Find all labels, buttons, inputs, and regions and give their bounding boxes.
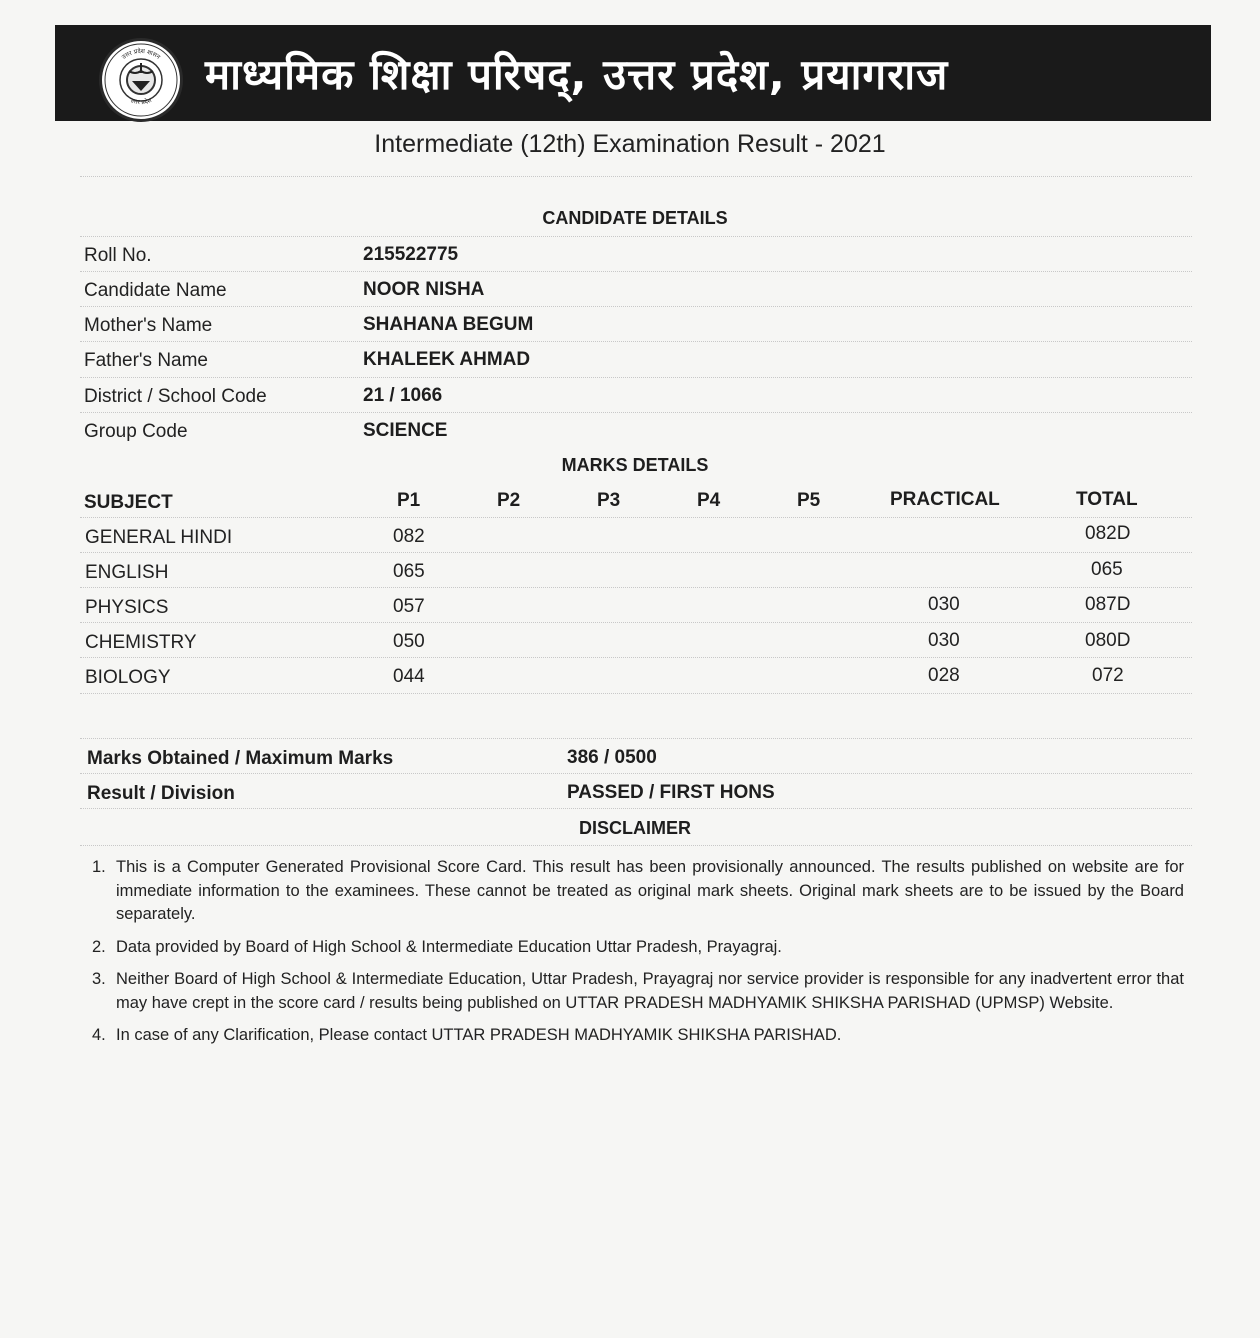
divider xyxy=(80,412,1192,413)
mother-name-value: SHAHANA BEGUM xyxy=(363,314,534,335)
subject-name: GENERAL HINDI xyxy=(85,527,233,548)
seal-text-bottom: उत्तर प्रदेश xyxy=(129,96,153,107)
father-name-label: Father's Name xyxy=(84,350,209,371)
disclaimer-heading: DISCLAIMER xyxy=(579,818,691,838)
exam-title: Intermediate (12th) Examination Result - 2021 xyxy=(374,130,886,158)
district-school-code-label: District / School Code xyxy=(84,386,267,407)
total-mark: 080D xyxy=(1085,630,1131,651)
p1-mark: 044 xyxy=(393,666,425,687)
result-division-value: PASSED / FIRST HONS xyxy=(567,782,775,803)
col-subject: SUBJECT xyxy=(84,492,173,513)
divider xyxy=(80,517,1192,518)
candidate-details-heading: CANDIDATE DETAILS xyxy=(542,208,728,228)
p1-mark: 065 xyxy=(393,561,425,582)
disclaimer-text: This is a Computer Generated Provisional Score Card. This result has been provisionally announced. The results published on website are for immediate information to the examinees. These cannot be treated as original mark sheets. Original mark sheets are to be issued by the Board separately. xyxy=(116,858,1184,923)
disclaimer-text: Data provided by Board of High School & Intermediate Education Uttar Pradesh, Prayagraj. xyxy=(116,937,782,956)
practical-mark: 028 xyxy=(928,665,960,686)
total-mark: 087D xyxy=(1085,594,1131,615)
result-division-label: Result / Division xyxy=(87,783,235,804)
seal-graphic xyxy=(102,41,180,119)
col-total: TOTAL xyxy=(1076,489,1138,510)
board-name: माध्यमिक शिक्षा परिषद्, उत्तर प्रदेश, प्रयागराज xyxy=(205,50,949,99)
group-code-value: SCIENCE xyxy=(363,420,448,441)
divider xyxy=(80,306,1192,307)
subject-name: CHEMISTRY xyxy=(85,632,197,653)
divider xyxy=(80,693,1192,694)
mother-name-label: Mother's Name xyxy=(84,315,213,336)
col-p4: P4 xyxy=(697,490,721,511)
disclaimer-list xyxy=(92,856,1184,1057)
divider xyxy=(80,808,1192,809)
group-code-label: Group Code xyxy=(84,421,188,442)
divider xyxy=(80,845,1192,846)
col-p5: P5 xyxy=(797,490,821,511)
roll-no-value: 215522775 xyxy=(363,244,459,265)
disclaimer-number: 2. xyxy=(92,937,106,956)
p1-mark: 082 xyxy=(393,526,425,547)
col-p1: P1 xyxy=(397,490,421,511)
p1-mark: 057 xyxy=(393,596,425,617)
disclaimer-number: 4. xyxy=(92,1026,106,1044)
disclaimer-text: In case of any Clarification, Please contact UTTAR PRADESH MADHYAMIK SHIKSHA PARISHAD. xyxy=(116,1026,842,1044)
total-mark: 065 xyxy=(1091,559,1123,580)
total-mark: 082D xyxy=(1085,523,1131,544)
disclaimer-item xyxy=(92,856,1184,927)
header-banner xyxy=(55,25,1211,121)
subject-name: PHYSICS xyxy=(85,597,169,618)
divider xyxy=(80,587,1192,588)
district-school-code-value: 21 / 1066 xyxy=(363,385,443,406)
disclaimer-item xyxy=(92,968,1184,1015)
total-mark: 072 xyxy=(1092,665,1124,686)
divider xyxy=(80,738,1192,739)
divider xyxy=(80,176,1192,177)
subject-name: BIOLOGY xyxy=(85,667,171,688)
father-name-value: KHALEEK AHMAD xyxy=(363,349,531,370)
roll-no-label: Roll No. xyxy=(84,245,152,266)
seal-text-top: उत्तर प्रदेश शासन xyxy=(120,47,162,61)
disclaimer-number: 3. xyxy=(92,970,106,988)
disclaimer-text: Neither Board of High School & Intermediate Education, Uttar Pradesh, Prayagraj nor service provider is responsible for any inadvertent error that may have crept in the score card / results being published on UTTAR PRADESH MADHYAMIK SHIKSHA PARISHAD (UPMSP) Website. xyxy=(116,970,1184,1012)
divider xyxy=(80,377,1192,378)
disclaimer-number: 1. xyxy=(92,858,106,876)
col-p3: P3 xyxy=(597,490,621,511)
disclaimer-item xyxy=(92,1024,1184,1048)
divider xyxy=(80,271,1192,272)
subject-name: ENGLISH xyxy=(85,562,169,583)
divider xyxy=(80,622,1192,623)
candidate-name-label: Candidate Name xyxy=(84,280,227,301)
marks-obtained-label: Marks Obtained / Maximum Marks xyxy=(87,748,394,769)
divider xyxy=(80,657,1192,658)
divider xyxy=(80,773,1192,774)
marks-details-heading: MARKS DETAILS xyxy=(561,455,709,475)
practical-mark: 030 xyxy=(928,594,960,615)
col-p2: P2 xyxy=(497,490,521,511)
practical-mark: 030 xyxy=(928,630,960,651)
divider xyxy=(80,552,1192,553)
candidate-name-value: NOOR NISHA xyxy=(363,279,485,300)
up-government-seal-icon xyxy=(99,38,183,122)
divider xyxy=(80,236,1192,237)
p1-mark: 050 xyxy=(393,631,425,652)
marks-obtained-value: 386 / 0500 xyxy=(567,747,657,768)
col-practical: PRACTICAL xyxy=(890,489,1000,510)
divider xyxy=(80,341,1192,342)
disclaimer-item xyxy=(92,936,1184,960)
